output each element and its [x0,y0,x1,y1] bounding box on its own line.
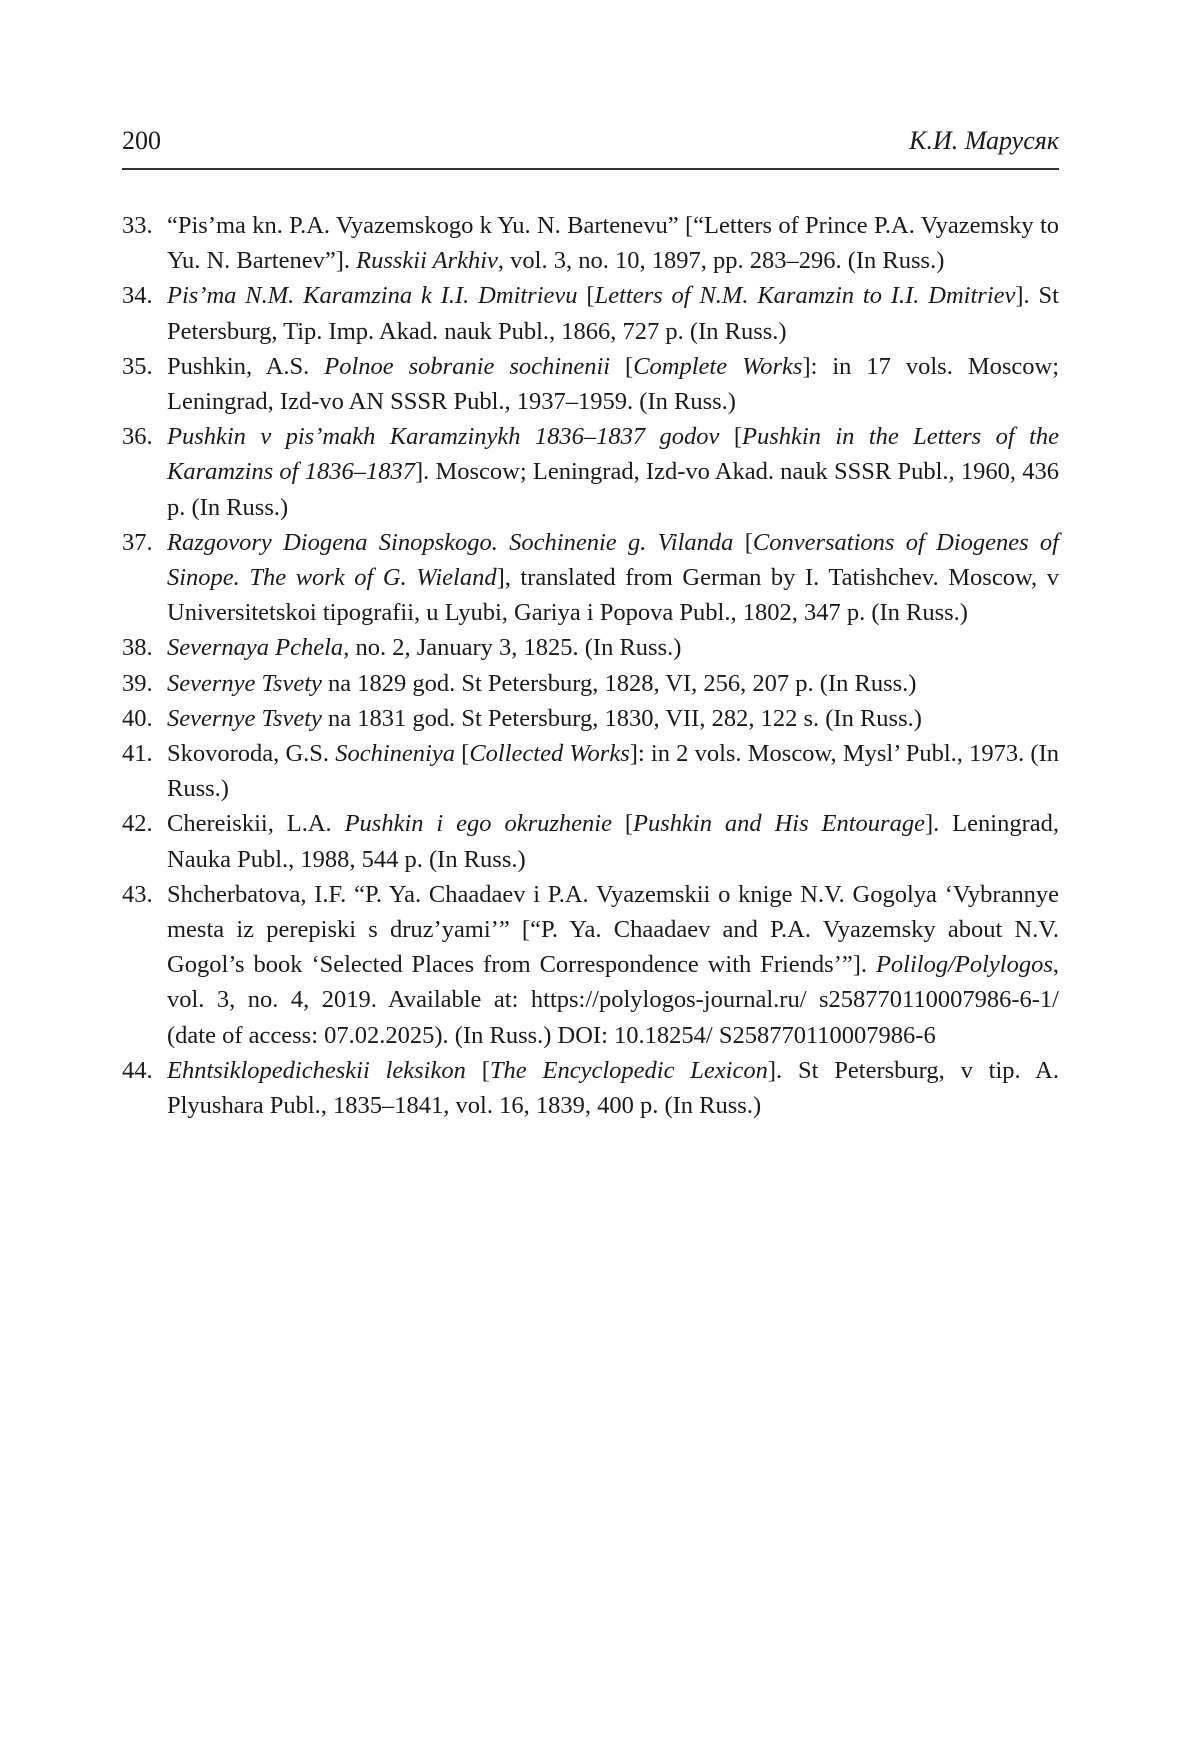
reference-item [122,736,1059,806]
reference-title-italic: Pushkin v pis’makh Karamzinykh 1836–1837 godov [167,423,720,451]
reference-title-italic: The Encyclopedic Lexicon [489,1056,768,1084]
reference-item [122,419,1059,525]
reference-number: 41. [122,740,153,768]
reference-text: [ [611,810,634,838]
reference-title-italic: Pushkin i ego okruzhenie [344,810,612,838]
reference-text: ]. St Petersburg, v tip. A. Plyushara Publ., 1835–1841, vol. 16, 1839, 400 p. (In Russ.) [167,1056,1059,1120]
reference-text: ]. Leningrad, Nauka Publ., 1988, 544 p. (In Russ.) [167,810,1059,873]
reference-title-italic: Severnaya Pchela [167,634,344,662]
reference-title-italic: Conversations of Diogenes of Sinope. The work of G. Wieland [167,528,1059,592]
reference-text: [ [454,740,470,768]
reference-number: 43. [122,880,153,908]
reference-title-italic: Razgovory Diogena Sinopskogo. Sochinenie g. Vilanda [167,528,734,556]
reference-text: na 1829 god. St Petersburg, 1828, VI, 256, 207 p. (In Russ.) [321,669,917,697]
reference-title-italic: Polilog/Polylogos [875,951,1053,979]
reference-item [122,1053,1059,1123]
reference-title-italic: Complete Works [633,352,803,380]
reference-text: [ [577,282,595,310]
reference-title-italic: Ehntsiklopedicheskii leksikon [167,1056,466,1084]
page-header [122,124,1059,170]
reference-text: ]: in 2 vols. Moscow, Mysl’ Publ., 1973. (In Russ.) [167,740,1059,803]
reference-number: 37. [122,528,153,556]
reference-text: Skovoroda, G.S. [167,740,336,768]
reference-title-italic: Severnye Tsvety [167,669,322,697]
page-number: 200 [122,126,161,155]
reference-text: ], translated from German by I. Tatishchev. Moscow, v Universitetskoi tipografii, u Lyubi, Gariya i Popova Publ., 1802, 347 p. (In Russ.) [167,564,1059,627]
reference-text: [ [733,528,753,556]
reference-text: , vol. 3, no. 10, 1897, pp. 283–296. (In Russ.) [497,247,945,275]
reference-text: Shcherbatova, I.F. “P. Ya. Chaadaev i P.A. Vyazemskii o knige N.V. Gogolya ‘Vybrannye mesta iz perepiski s druz’yami’” [“P. Ya. Chaadaev and P.A. Vyazemsky about N.V. Gogol’s book ‘Selected Places from Correspondence with Friends’”]. [167,880,1059,979]
reference-text: Pushkin, A.S. [167,352,325,380]
reference-title-italic: Letters of N.M. Karamzin to I.I. Dmitriev [594,282,1016,310]
reference-item [122,701,1059,736]
reference-item [122,877,1059,1053]
reference-text: “Pis’ma kn. P.A. Vyazemskogo k Yu. N. Bartenevu” [“Letters of Prince P.A. Vyazemsky to Yu. N. Bartenev”]. [167,212,1059,275]
reference-item [122,666,1059,701]
reference-text: na 1831 god. St Petersburg, 1830, VII, 282, 122 s. (In Russ.) [321,704,922,732]
reference-number: 34. [122,282,153,310]
reference-number: 35. [122,352,153,380]
reference-number: 44. [122,1056,153,1084]
reference-title-italic: Pis’ma N.M. Karamzina k I.I. Dmitrievu [167,282,578,310]
reference-text: ]. St Petersburg, Tip. Imp. Akad. nauk Publ., 1866, 727 p. (In Russ.) [167,282,1059,345]
reference-text: [ [719,423,743,451]
reference-text: , vol. 3, no. 4, 2019. Available at: https://polylogos-journal.ru/ s258770110007986-6-1/ (date of access: 07.02.2025). (In Russ.) DOI: 10.18254/ S258770110007986-6 [167,951,1059,1049]
reference-number: 38. [122,634,153,662]
reference-number: 39. [122,669,153,697]
reference-title-italic: Sochineniya [335,740,455,768]
reference-title-italic: Severnye Tsvety [167,704,322,732]
reference-item [122,278,1059,348]
reference-text: Chereiskii, L.A. [167,810,345,838]
reference-item [122,806,1059,876]
reference-title-italic: Polnoe sobranie sochinenii [324,352,611,380]
reference-text: ]. Moscow; Leningrad, Izd-vo Akad. nauk SSSR Publ., 1960, 436 p. (In Russ.) [167,458,1059,521]
reference-text: ]: in 17 vols. Moscow; Leningrad, Izd-vo AN SSSR Publ., 1937–1959. (In Russ.) [167,352,1060,416]
reference-text: , no. 2, January 3, 1825. (In Russ.) [343,634,682,662]
reference-text: [ [465,1056,490,1084]
reference-number: 40. [122,704,153,732]
reference-title-italic: Russkii Arkhiv [356,247,498,275]
reference-number: 36. [122,423,153,451]
reference-title-italic: Pushkin and His Entourage [633,810,925,838]
reference-item [122,630,1059,665]
reference-number: 33. [122,212,153,239]
reference-item [122,208,1059,278]
reference-item [122,525,1059,631]
reference-list [122,208,1059,1123]
reference-title-italic: Pushkin in the Letters of the Karamzins of 1836–1837 [167,423,1060,486]
running-head: К.И. Марусяк [909,126,1059,155]
reference-text: [ [610,352,634,380]
reference-title-italic: Collected Works [469,740,630,768]
reference-number: 42. [122,810,153,838]
reference-item [122,349,1059,419]
